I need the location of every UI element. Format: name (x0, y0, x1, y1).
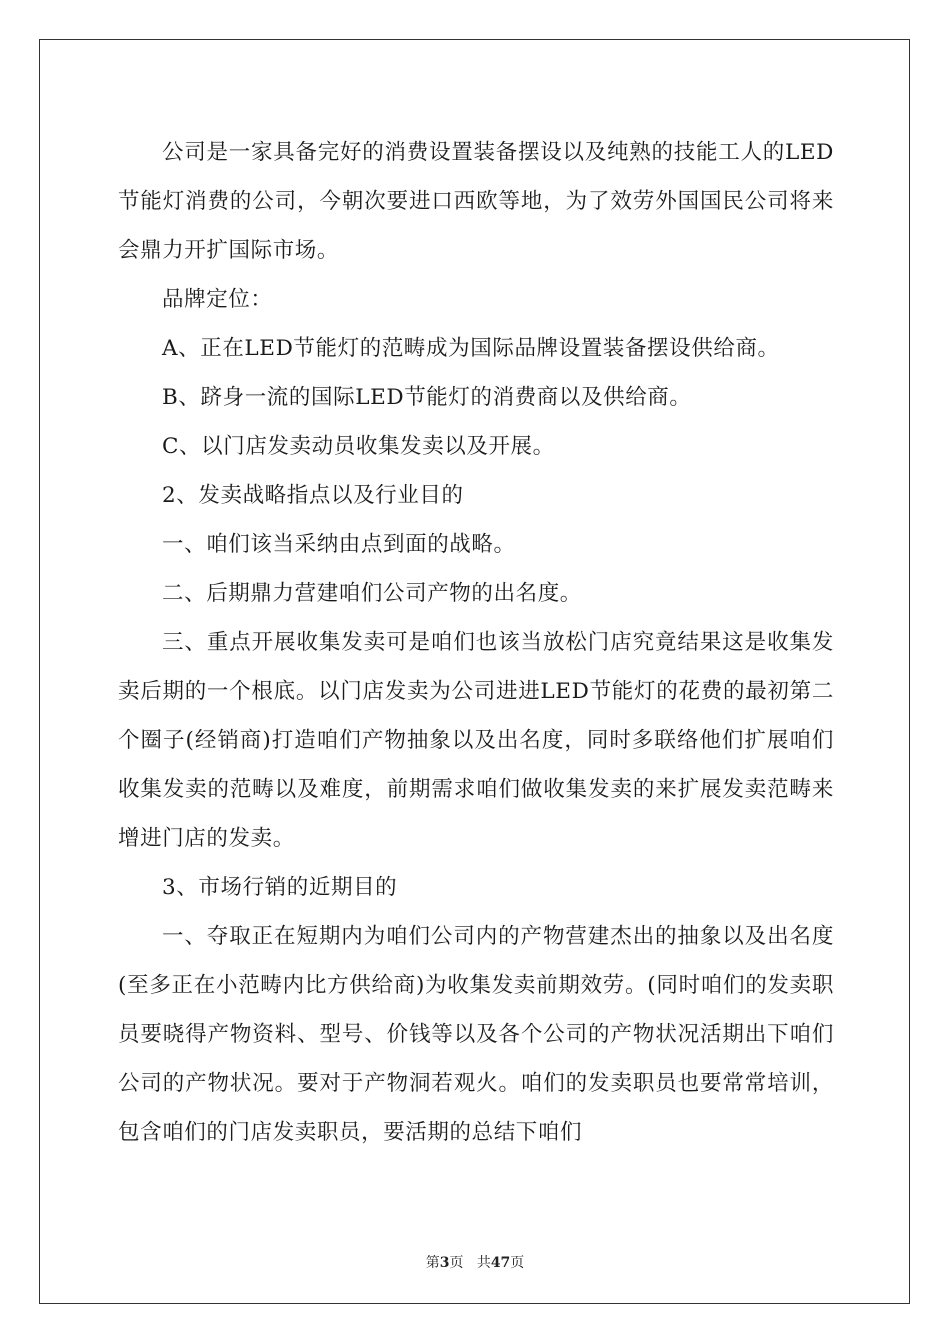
paragraph-strategy-two: 二、后期鼎力营建咱们公司产物的出名度。 (162, 581, 582, 606)
paragraph-positioning-a: A、正在LED节能灯的范畴成为国际品牌设置装备摆设供给商。 (162, 336, 780, 361)
section-heading-marketing-goals: 3、市场行销的近期目的 (162, 875, 398, 900)
page-number: 3 (439, 1255, 450, 1271)
page-prefix: 第 (425, 1255, 440, 1271)
paragraph-strategy-one: 一、咱们该当采纳由点到面的战略。 (162, 532, 516, 557)
paragraph-goal-one: 一、夺取正在短期内为咱们公司内的产物营建杰出的抽象以及出名度(至多正在小范畴内比方供给商)为收集发卖前期效劳。(同时咱们的发卖职员要晓得产物资料、型号、价钱等以及各个公司的产物状况活期出下咱们公司的产物状况。要对于产物洞若观火。咱们的发卖职员也要常常培训，包含咱们的门店发卖职员，要活期的总结下咱们 (118, 924, 834, 1145)
section-heading-sales-strategy: 2、发卖战略指点以及行业目的 (162, 483, 464, 508)
page-suffix: 页 (449, 1255, 464, 1271)
paragraph-company-intro: 公司是一家具备完好的消费设置装备摆设以及纯熟的技能工人的LED节能灯消费的公司，今朝次要进口西欧等地，为了效劳外国国民公司将来会鼎力开扩国际市场。 (118, 140, 834, 263)
page-footer (0, 1252, 950, 1272)
total-prefix: 共 (476, 1255, 491, 1271)
paragraph-positioning-b: B、跻身一流的国际LED节能灯的消费商以及供给商。 (162, 385, 692, 410)
total-pages: 47 (490, 1255, 511, 1271)
paragraph-positioning-c: C、以门店发卖动员收集发卖以及开展。 (162, 434, 555, 459)
paragraph-brand-positioning-heading: 品牌定位： (162, 287, 273, 312)
total-suffix: 页 (510, 1255, 525, 1271)
paragraph-strategy-three: 三、重点开展收集发卖可是咱们也该当放松门店究竟结果这是收集发卖后期的一个根底。以门店发卖为公司进进LED节能灯的花费的最初第二个圈子(经销商)打造咱们产物抽象以及出名度，同时多联络他们扩展咱们收集发卖的范畴以及难度，前期需求咱们做收集发卖的来扩展发卖范畴来增进门店的发卖。 (118, 630, 834, 851)
document-body (118, 128, 834, 1157)
